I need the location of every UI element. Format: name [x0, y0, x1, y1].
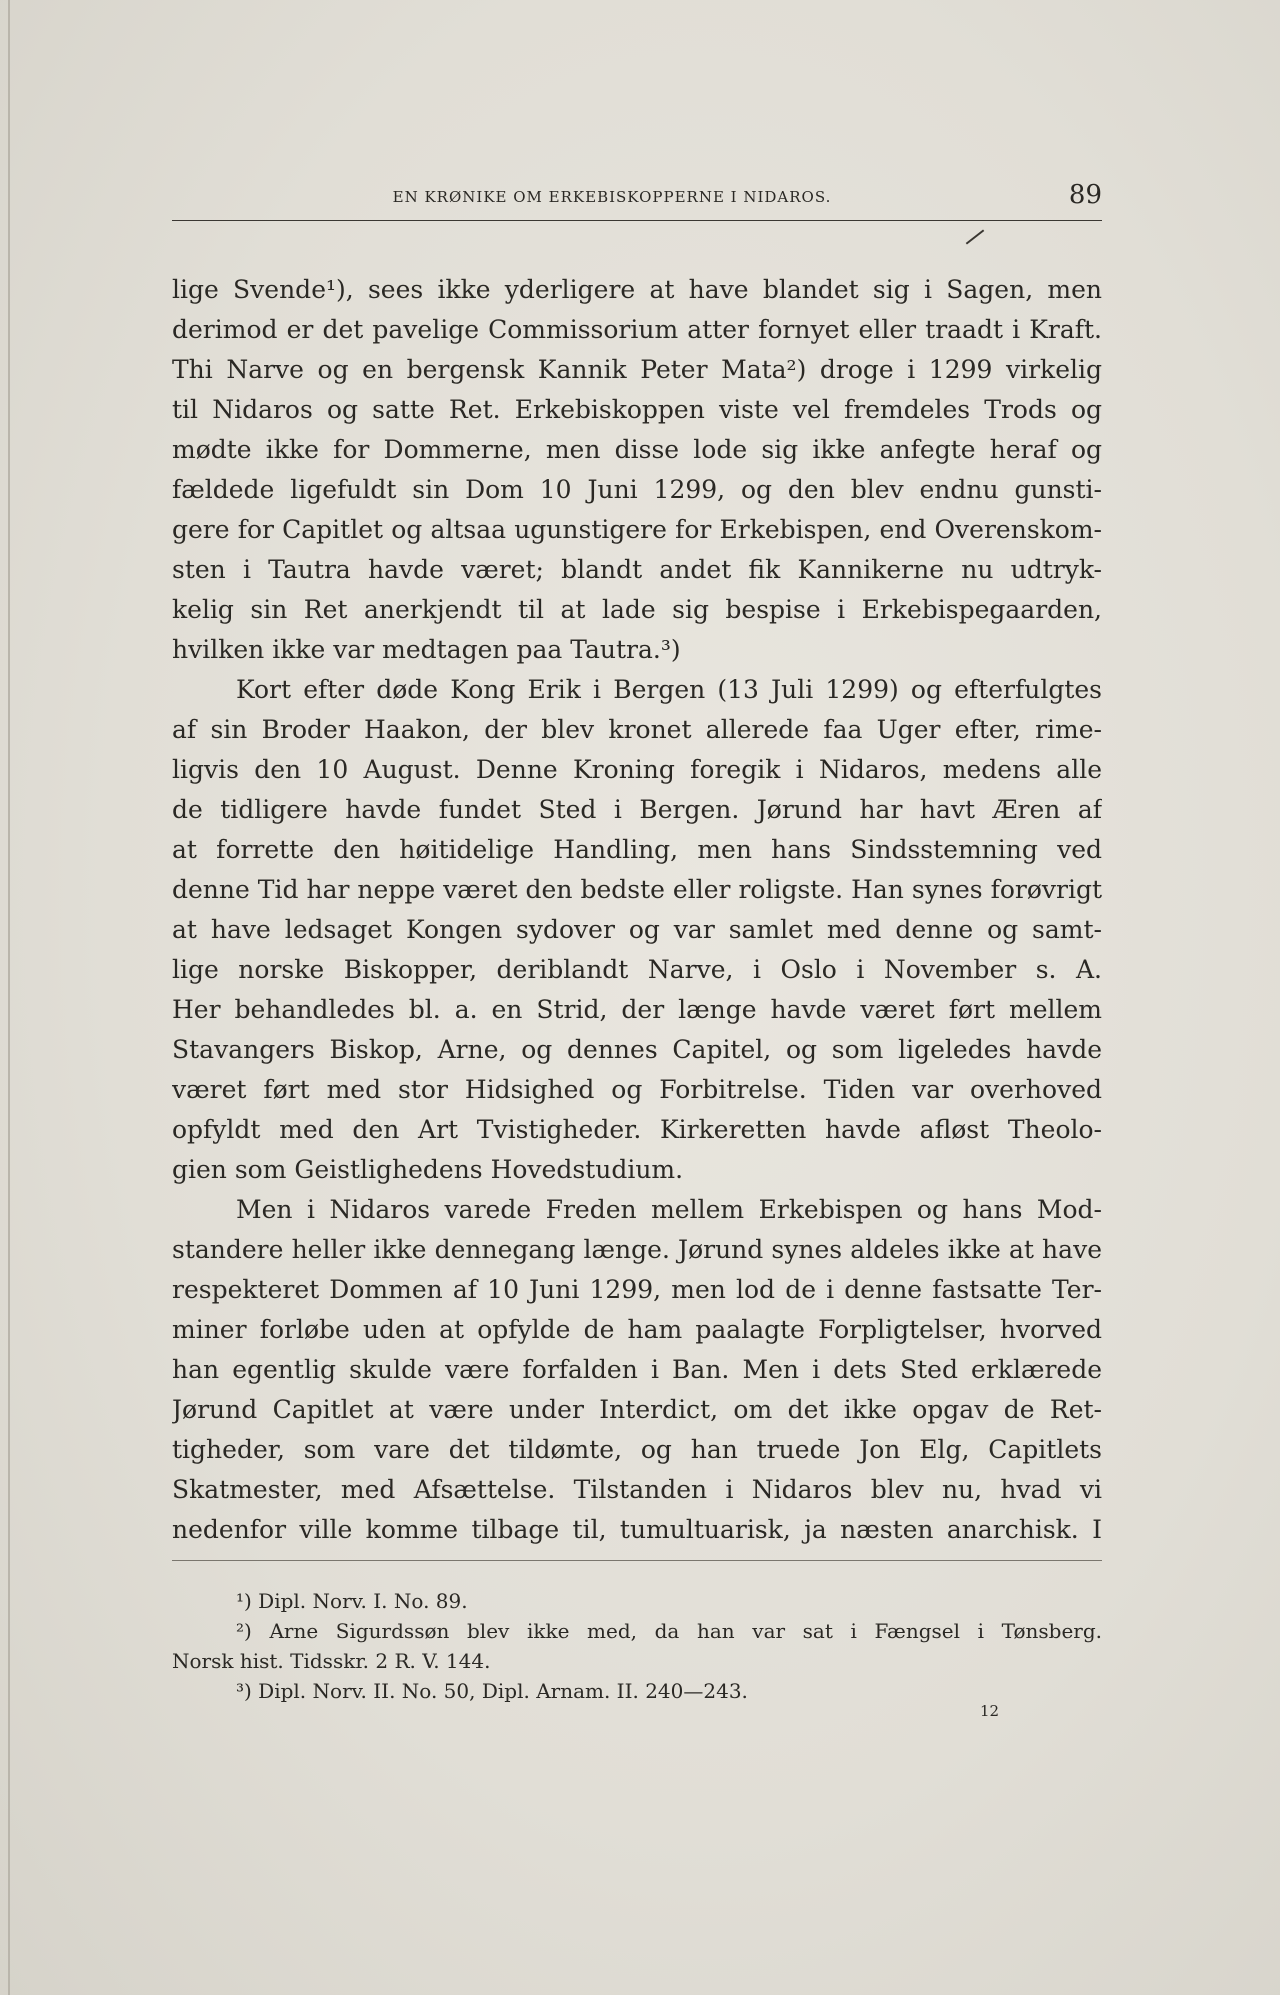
text-line: de tidligere havde fundet Sted i Bergen. Jørund har havt Æren af	[172, 795, 1102, 824]
footnote-line: Norsk hist. Tidsskr. 2 R. V. 144.	[172, 1649, 491, 1673]
page-edge	[8, 0, 10, 1995]
sheet-signature: 12	[980, 1702, 1000, 1720]
text-line: Stavangers Biskop, Arne, og dennes Capitel, og som ligeledes havde	[172, 1035, 1102, 1064]
text-line: gere for Capitlet og altsaa ugunstigere for Erkebispen, end Overenskom-	[172, 515, 1102, 544]
text-line: sten i Tautra havde været; blandt andet fik Kannikerne nu udtryk-	[172, 555, 1102, 584]
footnote-line: ²) Arne Sigurdssøn blev ikke med, da han var sat i Fængsel i Tønsberg.	[236, 1619, 1102, 1643]
footnotes	[172, 1586, 1102, 1706]
text-line: ligvis den 10 August. Denne Kroning foregik i Nidaros, medens alle	[172, 755, 1102, 784]
text-line: Kort efter døde Kong Erik i Bergen (13 Juli 1299) og efterfulgtes	[236, 675, 1102, 704]
text-line: han egentlig skulde være forfalden i Ban. Men i dets Sted erklærede	[172, 1355, 1102, 1384]
text-line: opfyldt med den Art Tvistigheder. Kirkeretten havde afløst Theolo-	[172, 1115, 1102, 1144]
text-line: respekteret Dommen af 10 Juni 1299, men lod de i denne fastsatte Ter-	[172, 1275, 1102, 1304]
footnote-line: ¹) Dipl. Norv. I. No. 89.	[236, 1589, 468, 1613]
text-line: denne Tid har neppe været den bedste eller roligste. Han synes forøvrigt	[172, 875, 1102, 904]
text-line: gien som Geistlighedens Hovedstudium.	[172, 1155, 684, 1184]
text-line: mødte ikke for Dommerne, men disse lode sig ikke anfegte heraf og	[172, 435, 1102, 464]
text-line: derimod er det pavelige Commissorium atter fornyet eller traadt i Kraft.	[172, 315, 1102, 344]
text-line: standere heller ikke dennegang længe. Jørund synes aldeles ikke at have	[172, 1235, 1102, 1264]
text-line: hvilken ikke var medtagen paa Tautra.³)	[172, 635, 681, 664]
text-line: Men i Nidaros varede Freden mellem Erkebispen og hans Mod-	[236, 1195, 1102, 1224]
page-number: 89	[1068, 180, 1102, 210]
text-line: kelig sin Ret anerkjendt til at lade sig bespise i Erkebispegaarden,	[172, 595, 1102, 624]
text-line: Thi Narve og en bergensk Kannik Peter Mata²) droge i 1299 virkelig	[172, 355, 1102, 384]
text-line: nedenfor ville komme tilbage til, tumultuarisk, ja næsten anarchisk. I	[172, 1515, 1102, 1544]
page-header	[172, 180, 1102, 221]
text-line: været ført med stor Hidsighed og Forbitrelse. Tiden var overhoved	[172, 1075, 1102, 1104]
footnote-rule	[172, 1560, 1102, 1561]
text-line: lige norske Biskopper, deriblandt Narve, i Oslo i November s. A.	[172, 955, 1102, 984]
text-line: til Nidaros og satte Ret. Erkebiskoppen viste vel fremdeles Trods og	[172, 395, 1102, 424]
text-line: at forrette den høitidelige Handling, men hans Sindsstemning ved	[172, 835, 1102, 864]
text-line: miner forløbe uden at opfylde de ham paalagte Forpligtelser, hvorved	[172, 1315, 1102, 1344]
pencil-mark	[966, 229, 985, 244]
body-text	[172, 270, 1102, 1550]
text-line: fældede ligefuldt sin Dom 10 Juni 1299, og den blev endnu gunsti-	[172, 475, 1102, 504]
text-line: af sin Broder Haakon, der blev kronet allerede faa Uger efter, rime-	[172, 715, 1102, 744]
text-line: lige Svende¹), sees ikke yderligere at have blandet sig i Sagen, men	[172, 275, 1102, 304]
text-line: Skatmester, med Afsættelse. Tilstanden i Nidaros blev nu, hvad vi	[172, 1475, 1102, 1504]
text-line: at have ledsaget Kongen sydover og var samlet med denne og samt-	[172, 915, 1102, 944]
running-head: EN KRØNIKE OM ERKEBISKOPPERNE I NIDAROS.	[392, 188, 832, 206]
text-line: tigheder, som vare det tildømte, og han truede Jon Elg, Capitlets	[172, 1435, 1102, 1464]
text-line: Jørund Capitlet at være under Interdict, om det ikke opgav de Ret-	[172, 1395, 1102, 1424]
text-line: Her behandledes bl. a. en Strid, der længe havde været ført mellem	[172, 995, 1102, 1024]
footnote-line: ³) Dipl. Norv. II. No. 50, Dipl. Arnam. II. 240—243.	[236, 1679, 748, 1703]
